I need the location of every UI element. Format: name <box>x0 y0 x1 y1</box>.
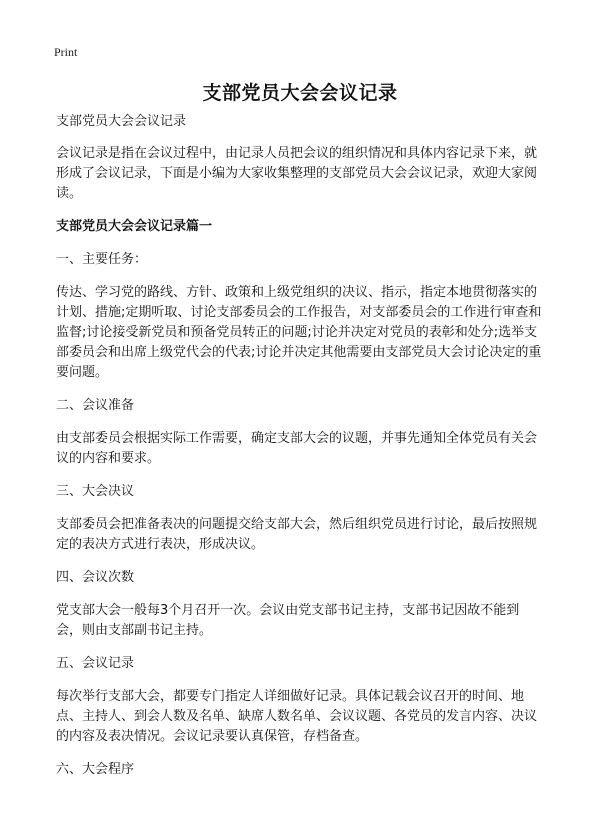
print-link[interactable]: Print <box>54 45 78 59</box>
section-heading: 支部党员大会会议记录篇一 <box>56 219 213 234</box>
subheading-resolution: 三、大会决议 <box>56 484 135 499</box>
paragraph-intro: 会议记录是指在会议过程中，由记录人员把会议的组织情况和具体内容记录下来，就形成了会议记录，下面是小编为大家收集整理的支部党员大会会议记录，欢迎大家阅读。 <box>56 146 538 201</box>
paragraph-minutes: 每次举行支部大会，都要专门指定人详细做好记录。具体记载会议召开的时间、地点、主持人、到会人数及名单、缺席人数名单、会议议题、各党员的发言内容、决议的内容及表决情况。会议记录要认真保管，存档备查。 <box>56 689 538 744</box>
paragraph-meeting-prep: 由支部委员会根据实际工作需要，确定支部大会的议题，并事先通知全体党员有关会议的内容和要求。 <box>56 431 538 466</box>
paragraph-main-tasks: 传达、学习党的路线、方针、政策和上级党组织的决议、指示，指定本地贯彻落实的计划、措施;定期听取、讨论支部委员会的工作报告，对支部委员会的工作进行审查和监督;讨论接受新党员和预备党员转正的问题;讨论并决定对党员的表彰和处分;选举支部委员会和出席上级党代会的代表;讨论并决定其他需要由支部党员大会讨论决定的重要问题。 <box>56 285 542 380</box>
subheading-meeting-prep: 二、会议准备 <box>56 398 135 413</box>
paragraph-subtitle: 支部党员大会会议记录 <box>56 114 187 129</box>
paragraph-resolution: 支部委员会把准备表决的问题提交给支部大会，然后组织党员进行讨论，最后按照规定的表决方式进行表决，形成决议。 <box>56 517 538 552</box>
paragraph-frequency: 党支部大会一般每3个月召开一次。会议由党支部书记主持，支部书记因故不能到会，则由支部副书记主持。 <box>56 603 520 638</box>
document-title: 支部党员大会会议记录 <box>202 82 398 104</box>
subheading-procedure: 六、大会程序 <box>56 762 135 777</box>
subheading-frequency: 四、会议次数 <box>56 570 135 585</box>
subheading-main-tasks: 一、主要任务： <box>56 252 148 267</box>
subheading-minutes: 五、会议记录 <box>56 656 135 671</box>
document-body <box>56 112 544 780</box>
